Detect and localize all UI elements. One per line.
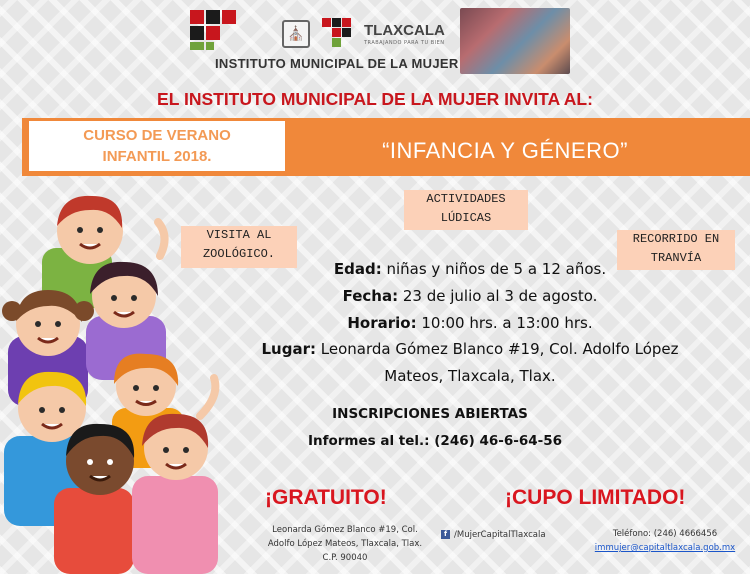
institution-name: INSTITUTO MUNICIPAL DE LA MUJER (215, 56, 459, 71)
municipal-seal-icon: ⛪ (282, 20, 310, 48)
footer-phone: Teléfono: (246) 4666456 (612, 529, 718, 539)
activity-tag-zoo: VISITA AL ZOOLÓGICO. (181, 226, 297, 268)
invitation-title: EL INSTITUTO MUNICIPAL DE LA MUJER INVITA AL: (157, 89, 593, 109)
free-label: ¡GRATUITO! (265, 486, 387, 509)
detail-age: Edad: niñas y niños de 5 a 12 años. (333, 260, 607, 278)
registration-open: INSCRIPCIONES ABIERTAS (332, 406, 528, 422)
detail-place: Lugar: Leonarda Gómez Blanco #19, Col. Adolfo López (261, 340, 679, 358)
tlaxcala-logo (322, 18, 356, 48)
info-phone: Informes al tel.: (246) 46-6-64-56 (307, 433, 563, 449)
tlaxcala-logo-subtitle: TRABAJANDO PARA TU BIEN (364, 40, 445, 46)
tlaxcala-logo-text: TLAXCALA (364, 22, 445, 39)
course-name-line1: CURSO DE VERANO (83, 127, 231, 144)
course-theme: “INFANCIA Y GÉNERO” (382, 138, 628, 163)
header (0, 0, 750, 78)
course-name-box (26, 118, 288, 174)
header-photo (460, 8, 570, 74)
footer-address: Leonarda Gómez Blanco #19, Col. Adolfo López Mateos, Tlaxcala, Tlax. C.P. 90040 (267, 525, 423, 563)
children-illustration (0, 186, 235, 574)
detail-date: Fecha: 23 de julio al 3 de agosto. (342, 287, 598, 305)
footer-email[interactable]: immujer@capitaltlaxcala.gob.mx (594, 543, 736, 553)
activity-tag-tram: RECORRIDO EN TRANVÍA (617, 230, 735, 270)
limited-label: ¡CUPO LIMITADO! (505, 486, 686, 509)
course-name-line2: INFANTIL 2018. (102, 148, 212, 165)
footer-facebook[interactable]: f /MujerCapitalTlaxcala (441, 528, 546, 542)
detail-place-line2: Mateos, Tlaxcala, Tlax. (384, 367, 556, 385)
detail-time: Horario: 10:00 hrs. a 13:00 hrs. (347, 314, 593, 332)
activity-tag-ludicas: ACTIVIDADES LÚDICAS (404, 190, 528, 230)
footer-contact (590, 527, 740, 555)
facebook-icon: f (441, 530, 450, 539)
institute-logo (190, 10, 240, 52)
